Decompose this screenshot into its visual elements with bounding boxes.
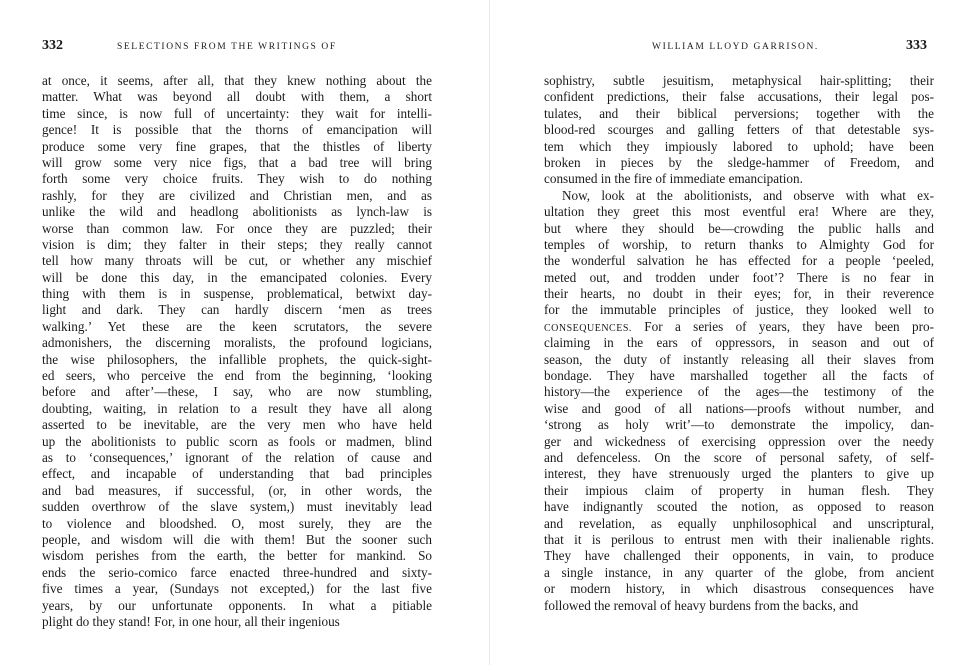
running-head: SELECTIONS FROM THE WRITINGS OF (117, 42, 337, 52)
text-line: ends the serio-comico farce enacted three-hundred and sixty- (42, 564, 432, 580)
text-line: or modern history, in which disastrous consequences have (544, 581, 934, 597)
text-line: and defenceless. On the score of personal safety, of self- (544, 449, 934, 465)
text-line: plight do they stand! For, in one hour, all their ingenious (42, 613, 340, 629)
text-line: tem which they impiously labored to uphold; have been (544, 138, 934, 154)
text-line: but where they should be—crowding the public halls and (544, 220, 934, 236)
text-line: doubting, waiting, in relation to a result they have all along (42, 400, 432, 416)
text-line: walking.’ Yet these are the keen scrutators, the severe (42, 318, 432, 334)
text-line: effect, and incapable of understanding that bad principles (42, 466, 432, 482)
text-line: matter. What was beyond all doubt with them, a short (42, 89, 432, 105)
text-line: wise and good of all nations—proofs without number, and (544, 400, 934, 416)
text-line: vision is dim; they falter in their steps; they really cannot (42, 236, 432, 252)
text-line: and revelation, as equally unphilosophical and unscriptural, (544, 515, 934, 531)
running-head: WILLIAM LLOYD GARRISON. (652, 42, 819, 52)
text-line: CONSEQUENCES. For a series of years, they have been pro- (544, 318, 934, 334)
text-line: people, and wisdom will die with them! But the sooner such (42, 531, 432, 547)
right-page-header (490, 38, 980, 58)
text-line: the wonderful salvation he has effected for a people ‘peeled, (544, 253, 934, 269)
text-line: have indignantly scouted the notion, as opposed to reason (544, 499, 934, 515)
text-line: time since, is now full of uncertainty: they wait for intelli- (42, 105, 432, 121)
text-line: broken in pieces by the sledge-hammer of Freedom, and (544, 154, 934, 170)
text-line: forth some very choice fruits. They wish to do nothing (42, 171, 432, 187)
text-line: season, the duty of instantly releasing all their slaves from (544, 351, 934, 367)
text-line: a single instance, in any quarter of the globe, from ancient (544, 564, 934, 580)
text-line: at once, it seems, after all, that they knew nothing about the (42, 73, 432, 88)
text-line: blood-red scourges and galling fetters of that detestable sys- (544, 122, 934, 138)
text-line: their hearts, no doubt in their eyes; for, in their reverence (544, 286, 934, 302)
text-line: ‘strong as holy writ’—to demonstrate the impolicy, dan- (544, 417, 934, 433)
text-line: claiming in the ears of oppressors, in season and out of (544, 335, 934, 351)
text-line: as to ‘consequences,’ ignorant of the relation of cause and (42, 449, 432, 465)
text-line: tell how many throats will be cut, or whether any mischief (42, 253, 432, 269)
text-line: before and after’—these, I say, who are now stumbling, (42, 384, 432, 400)
text-line: light and dark. They can hardly discern ‘men as trees (42, 302, 432, 318)
page-number: 332 (42, 38, 63, 53)
right-page (490, 0, 980, 665)
small-caps-word: CONSEQUENCES. (544, 322, 632, 334)
text-line: and bad measures, if successful, (or, in other words, the (42, 482, 432, 498)
text-line: interest, they have strenuously urged the planters to give up (544, 466, 934, 482)
text-line: admonishers, the discerning moralists, the profound logicians, (42, 335, 432, 351)
text-line: produce some very fine grapes, that the thistles of liberty (42, 138, 432, 154)
text-line: gence! It is possible that the thorns of emancipation will (42, 122, 432, 138)
text-line: ger and wickedness of exercising oppression over the needy (544, 433, 934, 449)
right-page-body (544, 73, 934, 614)
text-line: sudden overthrow of the slave system,) must inevitably lead (42, 499, 432, 515)
text-line: the wise philosophers, the infallible prophets, the quick-sight- (42, 351, 432, 367)
text-line: will grow some very nice figs, that a bad tree will bring (42, 154, 432, 170)
text-line: meted out, and trodden under foot’? There is no fear in (544, 269, 934, 285)
text-line: bondage. They have marshalled together all the facts of (544, 368, 934, 384)
text-line: followed the removal of heavy burdens from the backs, and (544, 597, 859, 613)
page-number: 333 (906, 38, 927, 53)
text-line: history—the experience of the ages—the testimony of the (544, 384, 934, 400)
text-line: years, by our unfortunate opponents. In what a pitiable (42, 597, 432, 613)
text-line: wisdom perishes from the earth, the better for mankind. So (42, 548, 432, 564)
text-line: five times a year, (Sundays not excepted,) for the last five (42, 581, 432, 597)
text-line: ed seers, who perceive the end from the beginning, ‘looking (42, 368, 432, 384)
text-line: sophistry, subtle jesuitism, metaphysical hair-splitting; their (544, 73, 934, 88)
text-line: tulates, and their biblical perversions; together with the (544, 105, 934, 121)
text-line: will be done this day, in the emancipated colonies. Every (42, 269, 432, 285)
text-line: their impious claim of property in human flesh. They (544, 482, 934, 498)
text-line: for the immutable principles of justice, they looked well to (544, 302, 934, 318)
text-line: that it is perilous to entrust men with their inalienable rights. (544, 531, 934, 547)
text-line: unlike the wild and headlong abolitionists as lynch-law is (42, 204, 432, 220)
left-page-header (0, 38, 490, 58)
text-line: consumed in the fire of immediate emancipation. (544, 171, 803, 187)
left-page-body (42, 73, 432, 630)
text-line: asserted to be inevitable, are the very men who have held (42, 417, 432, 433)
text-line: thing with them is in suspense, problematical, betwixt day- (42, 286, 432, 302)
text-line: rashly, for they are civilized and Christian men, and as (42, 187, 432, 203)
text-line: worse than common law. For once they are puzzled; their (42, 220, 432, 236)
text-line: temples of worship, to return thanks to Almighty God for (544, 236, 934, 252)
text-line: Now, look at the abolitionists, and observe with what ex- (562, 187, 934, 203)
text-line: ultation they greet this most eventful era! Where are they, (544, 204, 934, 220)
text-line: confident predictions, their false accusations, their legal pos- (544, 89, 934, 105)
text-line: to violence and bloodshed. O, most surely, they are the (42, 515, 432, 531)
text-line: They have challenged their opponents, in vain, to produce (544, 548, 934, 564)
text-line: up the abolitionists to public scorn as fools or madmen, blind (42, 433, 432, 449)
